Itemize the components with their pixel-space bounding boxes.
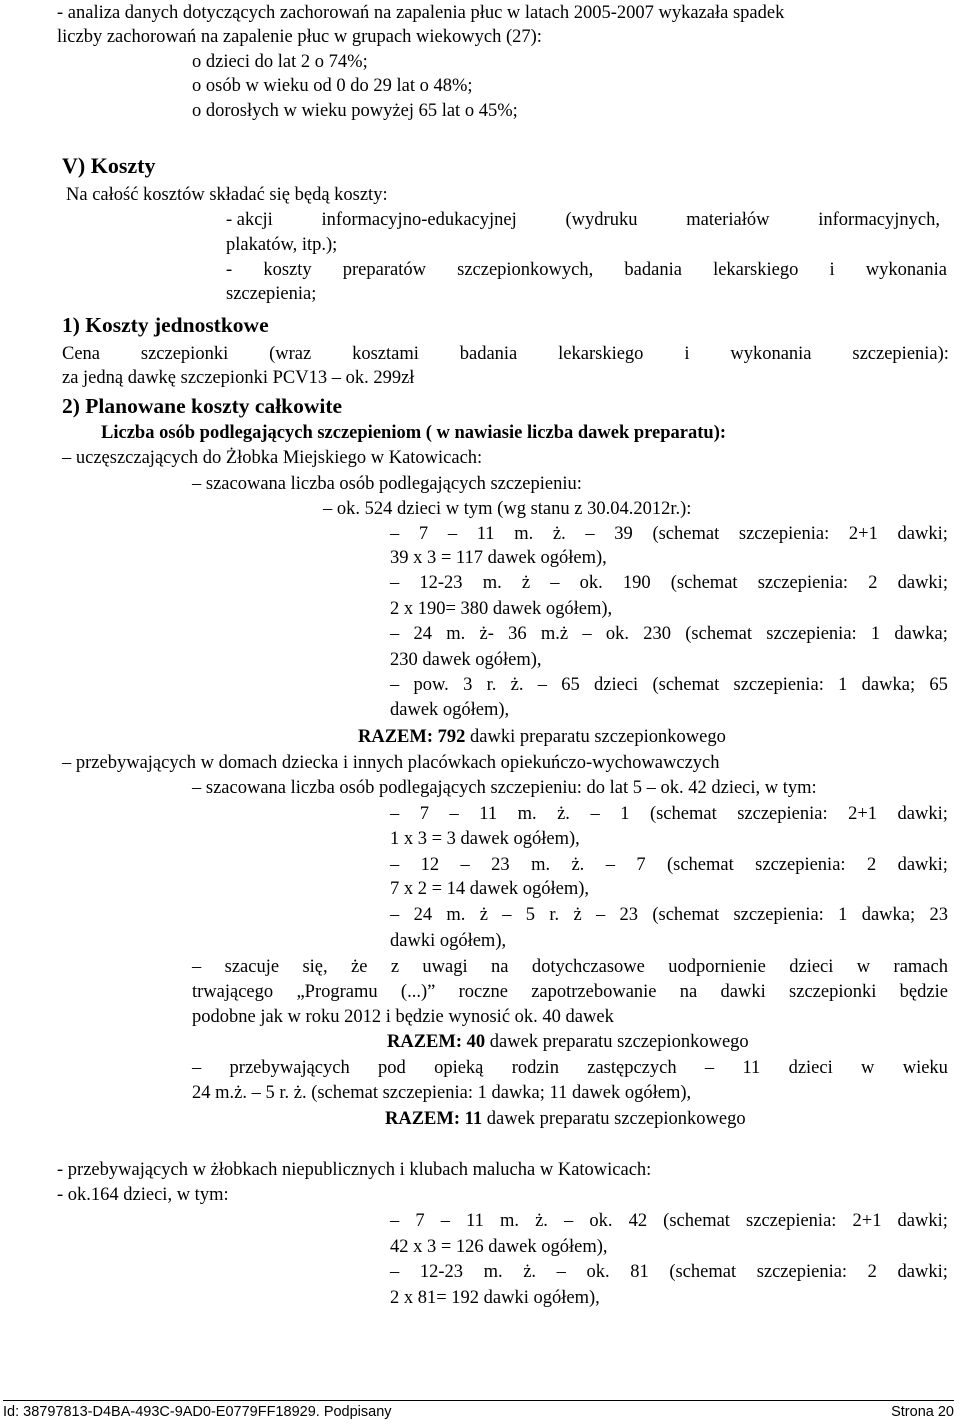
age-group-line: dawek ogółem), [390,700,510,720]
word: 7 [415,1211,425,1231]
word: – [704,1058,715,1078]
word: (schemat [652,524,720,544]
word: szczepienia: [757,573,849,593]
word: 12 [420,855,440,875]
total-line [358,725,726,749]
word: lekarskiego [713,260,799,280]
word: „Programu [296,982,378,1002]
word: – [192,1058,202,1078]
word: – [390,675,400,695]
word: 3 [463,675,473,695]
word: 42 [628,1211,648,1231]
word: – [390,804,400,824]
word: 190 [622,573,651,593]
word: (schemat [652,675,720,695]
word: szczepionkowych, [457,260,594,280]
word: 65 [561,675,580,695]
word: (schemat [666,855,734,875]
word: dawki; [897,524,948,544]
word: się, [302,957,328,977]
age-group-line: 2 x 190= 380 dawek ogółem), [390,599,613,619]
unit-cost-line: za jedną dawkę szczepionki PCV13 – ok. 299zł [62,368,415,388]
word: dawka; [894,624,948,644]
word: ok. [579,573,603,593]
word: 36 [508,624,527,644]
word: - akcji [226,210,273,230]
word: szacuje [224,957,280,977]
word: 23 [619,905,639,925]
word: – [447,524,458,544]
word: 12-23 [419,1262,464,1282]
word: – [390,624,400,644]
group-title: – uczęszczających do Żłobka Miejskiego w Katowicach: [62,448,483,468]
word: dawki; [897,804,948,824]
word: wykonania [730,344,812,364]
word: – [585,524,595,544]
word: 1 [870,624,881,644]
word: dotychczasowe [531,957,645,977]
subsection-heading: 2) Planowane koszty całkowite [62,394,343,418]
costs-item-cont: szczepienia; [226,284,317,304]
word: kosztami [352,344,419,364]
costs-item-cont: plakatów, itp.); [226,235,338,255]
subsection-heading: 1) Koszty jednostkowe [62,313,269,337]
word: – [537,675,547,695]
word: szczepienia: [738,524,830,544]
word: – [390,1211,400,1231]
word: – [595,905,606,925]
word: ramach [893,957,948,977]
word: szczepienia: [755,855,846,875]
word: r. [486,675,497,695]
word: ż [479,905,488,925]
word: – [192,957,202,977]
word: (schemat [685,624,753,644]
word: szczepienia: [746,1211,837,1231]
word: dawka; [861,905,916,925]
word: (schemat [670,573,738,593]
word: trwającego [192,982,274,1002]
word: (wraz [269,344,312,364]
page-number: Strona 20 [891,1404,954,1420]
word: m. [514,524,534,544]
word: koszty [263,260,312,280]
word: pod [378,1058,406,1078]
group-title: - przebywających w żłobkach niepublicznych i klubach malucha w Katowicach: [57,1160,652,1180]
costs-intro: Na całość kosztów składać się będą koszty: [66,185,388,205]
unit-cost-line [62,342,949,366]
word: dawka; [861,675,916,695]
word: z [390,957,400,977]
word: 24 [413,624,432,644]
word: – [550,573,560,593]
word: 5 [525,905,536,925]
word: – [390,573,400,593]
age-group-line: 1 x 3 = 3 dawek ogółem), [390,829,580,849]
total-label: RAZEM: 11 [385,1109,483,1129]
word: 7 [419,804,429,824]
word: ż [521,573,531,593]
word: uodpornienie [668,957,766,977]
word: 1 [620,804,630,824]
total-label: RAZEM: 40 [387,1032,486,1052]
word: dzieci [788,1058,833,1078]
word: – [582,624,592,644]
word: – [390,855,400,875]
subheading: Liczba osób podlegających szczepieniom ( w nawiasie liczba dawek preparatu): [101,423,727,443]
word: 2+1 [852,1211,882,1231]
word: m. [483,1262,503,1282]
word: preparatów [342,260,426,280]
total-rest: dawek preparatu szczepionkowego [482,1109,746,1129]
word: m. [482,573,502,593]
word: w [856,957,871,977]
word: dawki; [897,855,948,875]
word: – [564,1211,574,1231]
word: 12-23 [419,573,463,593]
word: – [605,855,615,875]
word: 11 [742,1058,761,1078]
word: ż. [552,524,566,544]
word: ż. [523,1262,537,1282]
age-group-line [390,1209,948,1233]
word: informacyjno-edukacyjnej [321,210,517,230]
word: roczne [458,982,508,1002]
intro-line: liczby zachorowań na zapalenie płuc w grupach wiekowych (27): [57,27,542,47]
age-group-line: 2 x 81= 192 dawki ogółem), [390,1288,600,1308]
age-group-line: dawki ogółem), [390,931,507,951]
word: ż. [535,1211,548,1231]
word: r. [549,905,560,925]
word: ż. [510,675,524,695]
word: szczepienia: [766,624,857,644]
age-group-line: 42 x 3 = 126 dawek ogółem), [390,1237,608,1257]
word: – [390,524,400,544]
word: na [679,982,698,1002]
age-group-line [390,802,948,826]
word: rodzin [511,1058,559,1078]
note-line [192,980,948,1004]
intro-bullet: o dorosłych w wieku powyżej 65 lat o 45%; [192,101,518,121]
word: m. [446,624,466,644]
word: 7 [636,855,646,875]
word: 7 [418,524,429,544]
word: 23 [491,855,510,875]
word: m. [531,855,551,875]
costs-item [226,258,947,282]
word: (wydruku [565,210,638,230]
word: 11 [466,1211,484,1231]
word: dawki; [897,1211,948,1231]
age-group-line [390,1260,948,1284]
total-rest: dawki preparatu szczepionkowego [465,727,726,747]
group-estimate: – szacowana liczba osób podlegających szczepieniu: do lat 5 – ok. 42 dzieci, w tym: [192,778,817,798]
word: szczepienia: [756,1262,848,1282]
word: m.ż [540,624,569,644]
word: ż [573,905,582,925]
word: przebywających [229,1058,350,1078]
word: – [390,905,400,925]
note-line: podobne jak w roku 2012 i będzie wynosić ok. 40 dawek [192,1007,614,1027]
word: ok. [589,1211,613,1231]
group-title: – przebywających w domach dziecka i innych placówkach opiekuńczo-wychowawczych [62,753,720,773]
word: – [502,905,512,925]
group-estimate: – szacowana liczba osób podlegających szczepieniu: [192,474,582,494]
word: – [556,1262,566,1282]
age-group-line [390,622,948,646]
age-group-line [390,522,948,546]
word: szczepionki [789,982,877,1002]
word: – [390,1262,400,1282]
age-group-line [390,853,948,877]
word: – [460,855,470,875]
word: szczepienia: [737,804,828,824]
word: – [590,804,600,824]
age-group-line [390,571,948,595]
word: 23 [929,905,948,925]
word: dzieci [789,957,834,977]
word: 39 [614,524,633,544]
group-count: - ok.164 dzieci, w tym: [57,1185,229,1205]
word: ok. [605,624,629,644]
word: badania [624,260,682,280]
word: będzie [899,982,948,1002]
word: pow. [413,675,449,695]
word: (schemat [652,905,720,925]
word: dawki [720,982,766,1002]
foster-line: 24 m.ż. – 5 r. ż. (schemat szczepienia: 1 dawka; 11 dawek ogółem), [192,1083,692,1103]
word: (...)” [400,982,436,1002]
word: 2+1 [848,524,878,544]
word: Cena [62,344,101,364]
word: 1 [838,675,848,695]
word: 2 [867,1262,877,1282]
word: dawki; [897,1262,948,1282]
word: ok. [586,1262,610,1282]
total-label: RAZEM: 792 [358,727,466,747]
word: ż- [479,624,494,644]
word: – [449,804,459,824]
word: (schemat [663,1211,730,1231]
word: opieką [434,1058,484,1078]
word: m. [499,1211,519,1231]
word: dawki; [897,573,948,593]
word: szczepienia: [733,905,824,925]
group-count: – ok. 524 dzieci w tym (wg stanu z 30.04.2012r.): [323,499,692,519]
word: 24 [413,905,433,925]
note-line [192,955,948,979]
word: 1 [838,905,848,925]
age-group-line [390,903,948,927]
word: – [440,1211,450,1231]
page-footer [3,1400,954,1423]
word: że [351,957,368,977]
word: 65 [929,675,948,695]
word: ż. [571,855,585,875]
word: 2 [868,573,878,593]
word: 81 [630,1262,649,1282]
intro-line: - analiza danych dotyczących zachorowań na zapalenia płuc w latach 2005-2007 wykazała spadek [57,3,785,23]
word: na [491,957,509,977]
word: informacyjnych, [818,210,940,230]
age-group-line: 39 x 3 = 117 dawek ogółem), [390,548,607,568]
word: badania [459,344,518,364]
word: wykonania [865,260,947,280]
document-id: Id: 38797813-D4BA-493C-9AD0-E0779FF18929. Podpisany [3,1404,392,1420]
word: m. [517,804,537,824]
word: materiałów [686,210,770,230]
age-group-line [390,673,948,697]
word: szczepienia): [852,344,949,364]
word: szczepienia: [733,675,824,695]
word: zastępczych [587,1058,677,1078]
word: dzieci [594,675,639,695]
word: m. [446,905,466,925]
costs-item [226,208,940,232]
word: szczepionki [140,344,229,364]
word: i [684,344,690,364]
word: - [226,260,233,280]
total-line [385,1107,746,1131]
word: 11 [479,804,498,824]
word: 11 [476,524,495,544]
intro-bullet: o osób w wieku od 0 do 29 lat o 48%; [192,76,473,96]
word: ż. [557,804,570,824]
word: 2 [866,855,877,875]
total-rest: dawek preparatu szczepionkowego [485,1032,749,1052]
intro-bullet: o dzieci do lat 2 o 74%; [192,52,368,72]
word: (schemat [649,804,717,824]
word: uwagi [422,957,468,977]
word: 2+1 [848,804,878,824]
word: (schemat [669,1262,737,1282]
word: i [829,260,835,280]
age-group-line: 230 dawek ogółem), [390,650,542,670]
total-line [387,1030,749,1054]
word: zapotrzebowanie [531,982,657,1002]
word: w [861,1058,875,1078]
word: wieku [902,1058,948,1078]
word: lekarskiego [558,344,644,364]
section-heading: V) Koszty [62,153,156,178]
word: 230 [643,624,671,644]
age-group-line: 7 x 2 = 14 dawek ogółem), [390,879,589,899]
foster-line [192,1056,948,1080]
